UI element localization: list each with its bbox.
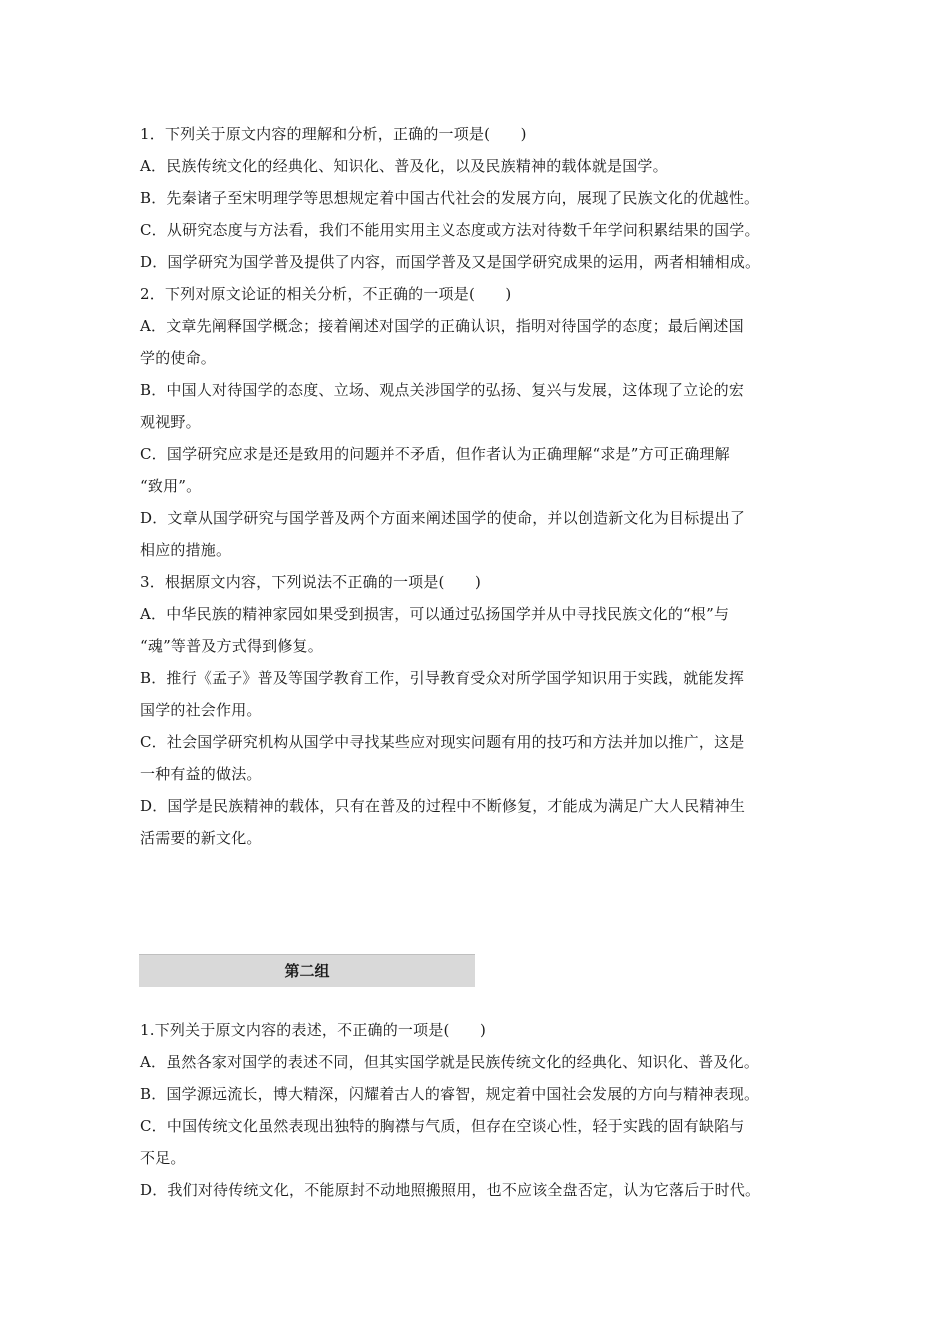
question-section-2 (140, 1014, 820, 1206)
group2-question-1-stem: 1.下列关于原文内容的表述，不正确的一项是( ) (140, 1021, 487, 1039)
group2-question-1-option-d: D．我们对待传统文化，不能原封不动地照搬照用，也不应该全盘否定，认为它落后于时代。 (140, 1181, 761, 1199)
question-2-option-b-cont: 观视野。 (140, 413, 201, 431)
question-2-option-c: C．国学研究应求是还是致用的问题并不矛盾，但作者认为正确理解“求是”方可正确理解 (140, 445, 730, 463)
question-3-option-a: A．中华民族的精神家园如果受到损害，可以通过弘扬国学并从中寻找民族文化的“根”与 (140, 605, 730, 623)
question-3-option-c: C．社会国学研究机构从国学中寻找某些应对现实问题有用的技巧和方法并加以推广，这是 (140, 733, 745, 751)
group-header-bar (139, 954, 475, 987)
question-2-option-d-cont: 相应的措施。 (140, 541, 232, 559)
question-1-option-a: A．民族传统文化的经典化、知识化、普及化，以及民族精神的载体就是国学。 (140, 157, 668, 175)
group-header-title: 第二组 (284, 962, 330, 980)
question-3-option-d: D．国学是民族精神的载体，只有在普及的过程中不断修复，才能成为满足广大人民精神生 (140, 797, 746, 815)
question-section-1 (140, 118, 820, 854)
question-3-option-c-cont: 一种有益的做法。 (140, 765, 262, 783)
question-3-stem: 3．根据原文内容，下列说法不正确的一项是( ) (140, 573, 482, 591)
question-3-option-b-cont: 国学的社会作用。 (140, 701, 262, 719)
group2-question-1-option-b: B．国学源远流长，博大精深，闪耀着古人的睿智，规定着中国社会发展的方向与精神表现。 (140, 1085, 760, 1103)
group2-question-1-option-c-cont: 不足。 (140, 1149, 186, 1167)
question-2-option-d: D．文章从国学研究与国学普及两个方面来阐述国学的使命，并以创造新文化为目标提出了 (140, 509, 746, 527)
question-2-stem: 2．下列对原文论证的相关分析，不正确的一项是( ) (140, 285, 512, 303)
group2-question-1-option-c: C．中国传统文化虽然表现出独特的胸襟与气质，但存在空谈心性，轻于实践的固有缺陷与 (140, 1117, 745, 1135)
question-1-option-c: C．从研究态度与方法看，我们不能用实用主义态度或方法对待数千年学问积累结果的国学。 (140, 221, 760, 239)
question-2-option-a: A．文章先阐释国学概念；接着阐述对国学的正确认识，指明对待国学的态度；最后阐述国 (140, 317, 744, 335)
question-3-option-a-cont: “魂”等普及方式得到修复。 (140, 637, 323, 655)
question-2-option-b: B．中国人对待国学的态度、立场、观点关涉国学的弘扬、复兴与发展，这体现了立论的宏 (140, 381, 745, 399)
group2-question-1-option-a: A．虽然各家对国学的表述不同，但其实国学就是民族传统文化的经典化、知识化、普及化。 (140, 1053, 760, 1071)
question-1-stem: 1．下列关于原文内容的理解和分析，正确的一项是( ) (140, 125, 527, 143)
question-1-option-b: B．先秦诸子至宋明理学等思想规定着中国古代社会的发展方向，展现了民族文化的优越性。 (140, 189, 760, 207)
question-3-option-d-cont: 活需要的新文化。 (140, 829, 262, 847)
question-3-option-b: B．推行《孟子》普及等国学教育工作，引导教育受众对所学国学知识用于实践，就能发挥 (140, 669, 745, 687)
question-1-option-d: D．国学研究为国学普及提供了内容，而国学普及又是国学研究成果的运用，两者相辅相成。 (140, 253, 761, 271)
question-2-option-c-cont: “致用”。 (140, 477, 202, 495)
question-2-option-a-cont: 学的使命。 (140, 349, 217, 367)
